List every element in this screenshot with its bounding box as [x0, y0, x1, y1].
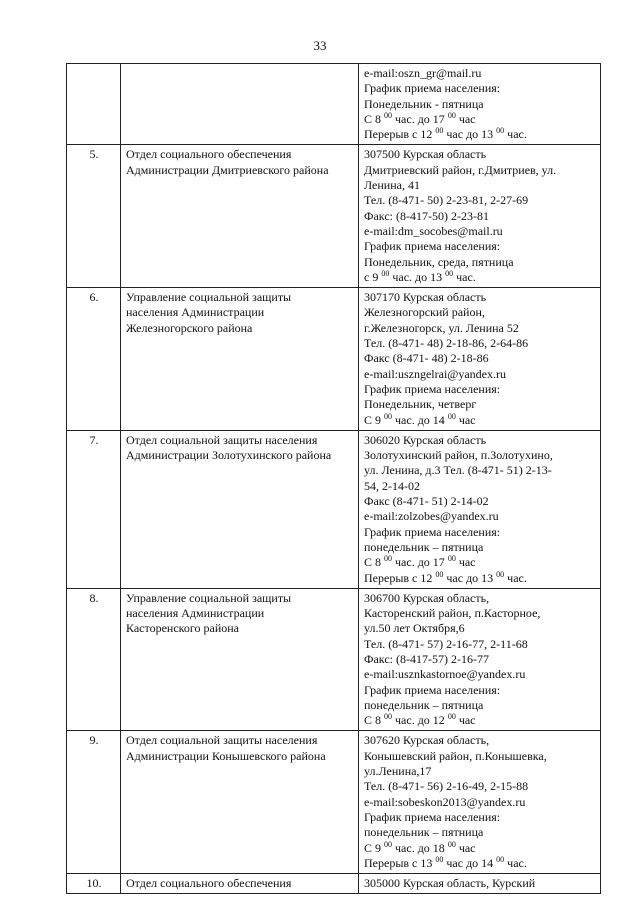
office-name-line: Отдел социальной защиты населения: [126, 733, 318, 748]
contact-line: ул. Ленина, д.3 Тел. (8-471- 51) 2-13-: [364, 463, 552, 478]
contact-line: График приема населения:: [364, 524, 501, 539]
office-name: [121, 64, 359, 145]
office-contacts: [359, 430, 601, 588]
row-number: 8.: [67, 588, 121, 731]
contact-line: e-mail:dm_socobes@mail.ru: [364, 223, 503, 238]
contact-line: Факс (8-471- 48) 2-18-86: [364, 351, 489, 366]
table-row: [67, 874, 601, 894]
office-contacts: [359, 64, 601, 145]
row-number: 6.: [67, 288, 121, 431]
contact-line: г.Железногорск, ул. Ленина 52: [364, 320, 519, 335]
contact-line: понедельник – пятница: [364, 697, 484, 712]
contact-line: С 8 $^{00}$ час. до 12 $^{00}$ час: [364, 712, 476, 728]
contact-line: Тел. (8-471- 57) 2-16-77, 2-11-68: [364, 636, 528, 651]
contact-line: График приема населения:: [364, 81, 501, 96]
row-number: [67, 64, 121, 145]
contact-line: Перерыв с 12 $^{00}$ час до 13 $^{00}$ час.: [364, 569, 527, 585]
contact-line: понедельник – пятница: [364, 539, 484, 554]
contact-line: Перерыв с 12 $^{00}$ час до 13 $^{00}$ час.: [364, 126, 527, 142]
office-contacts: [359, 145, 601, 288]
table-row: [67, 64, 601, 145]
office-name-line: Отдел социального обеспечения: [126, 147, 292, 162]
table-row: [67, 430, 601, 588]
office-contacts: [359, 588, 601, 731]
contact-line: Факс: (8-417-57) 2-16-77: [364, 651, 489, 666]
office-name-line: Касторенского района: [126, 621, 239, 636]
contact-line: Дмитриевский район, г.Дмитриев, ул.: [364, 162, 557, 177]
contact-line: 306700 Курская область,: [364, 590, 490, 605]
row-number: 10.: [67, 874, 121, 894]
contact-line: ул.50 лет Октября,6: [364, 621, 465, 636]
contact-line: С 8 $^{00}$ час. до 17 $^{00}$ час: [364, 110, 476, 126]
office-name-line: Администрации Золотухинского района: [126, 448, 332, 463]
contact-line: ул.Ленина,17: [364, 764, 432, 779]
contact-line: e-mail:usznkastornoe@yandex.ru: [364, 667, 526, 682]
office-name: [121, 430, 359, 588]
contact-line: Понедельник, среда, пятница: [364, 254, 514, 269]
office-name-line: Администрации Дмитриевского района: [126, 162, 329, 177]
contact-line: e-mail:sobeskon2013@yandex.ru: [364, 794, 526, 809]
office-contacts: [359, 288, 601, 431]
contact-line: Железногорский район,: [364, 305, 485, 320]
table-row: [67, 731, 601, 874]
office-name: [121, 874, 359, 894]
contact-line: 307620 Курская область,: [364, 733, 490, 748]
office-name: [121, 731, 359, 874]
contact-line: Касторенский район, п.Касторное,: [364, 606, 541, 621]
contact-line: Понедельник - пятница: [364, 96, 484, 111]
contact-line: e-mail:oszn_gr@mail.ru: [364, 66, 482, 80]
office-name: [121, 145, 359, 288]
contact-line: 307500 Курская область: [364, 147, 487, 162]
contact-line: Ленина, 41: [364, 178, 420, 193]
contact-line: 307170 Курская область: [364, 290, 487, 305]
office-name-line: Управление социальной защиты: [126, 290, 292, 305]
contact-line: с 9 $^{00}$ час. до 13 $^{00}$ час.: [364, 268, 476, 284]
table-row: [67, 288, 601, 431]
contact-line: 305000 Курская область, Курский: [364, 876, 536, 891]
table-row: [67, 588, 601, 731]
office-contacts: [359, 874, 601, 894]
office-name: [121, 288, 359, 431]
row-number: 9.: [67, 731, 121, 874]
contact-line: 54, 2-14-02: [364, 478, 420, 493]
row-number: 5.: [67, 145, 121, 288]
office-name-line: Администрации Конышевского района: [126, 748, 326, 763]
office-name-line: Отдел социального обеспечения: [126, 876, 292, 891]
table-row: [67, 145, 601, 288]
office-name-line: населения Администрации: [126, 305, 265, 320]
contact-line: Перерыв с 13 $^{00}$ час до 14 $^{00}$ час.: [364, 854, 527, 870]
contact-line: Золотухинский район, п.Золотухино,: [364, 448, 553, 463]
contact-line: Факс (8-471- 51) 2-14-02: [364, 494, 489, 509]
contact-line: 306020 Курская область: [364, 432, 487, 447]
contact-line: Понедельник, четверг: [364, 397, 477, 412]
contact-line: Конышевский район, п.Конышевка,: [364, 748, 547, 763]
contact-line: График приема населения:: [364, 809, 501, 824]
office-name-line: Управление социальной защиты: [126, 590, 292, 605]
contact-line: С 8 $^{00}$ час. до 17 $^{00}$ час: [364, 554, 476, 570]
contact-line: График приема населения:: [364, 381, 501, 396]
contact-line: Тел. (8-471- 48) 2-18-86, 2-64-86: [364, 336, 529, 351]
contact-line: График приема населения:: [364, 239, 501, 254]
contact-line: понедельник – пятница: [364, 825, 484, 840]
contact-line: С 9 $^{00}$ час. до 18 $^{00}$ час: [364, 839, 476, 855]
page-number: 33: [313, 38, 327, 53]
office-name: [121, 588, 359, 731]
contact-line: Тел. (8-471- 50) 2-23-81, 2-27-69: [364, 193, 529, 208]
contact-line: Факс: (8-417-50) 2-23-81: [364, 208, 489, 223]
office-name-line: Отдел социальной защиты населения: [126, 432, 318, 447]
social-protection-offices-table: [66, 63, 601, 894]
contact-line: График приема населения:: [364, 682, 501, 697]
office-name-line: населения Администрации: [126, 606, 265, 621]
contact-line: С 9 $^{00}$ час. до 14 $^{00}$ час: [364, 411, 476, 427]
office-contacts: [359, 731, 601, 874]
office-name-line: Железногорского района: [126, 320, 253, 335]
contact-line: e-mail:uszngelrai@yandex.ru: [364, 366, 506, 381]
contact-line: Тел. (8-471- 56) 2-16-49, 2-15-88: [364, 779, 529, 794]
row-number: 7.: [67, 430, 121, 588]
contact-line: e-mail:zolzobes@yandex.ru: [364, 509, 499, 524]
